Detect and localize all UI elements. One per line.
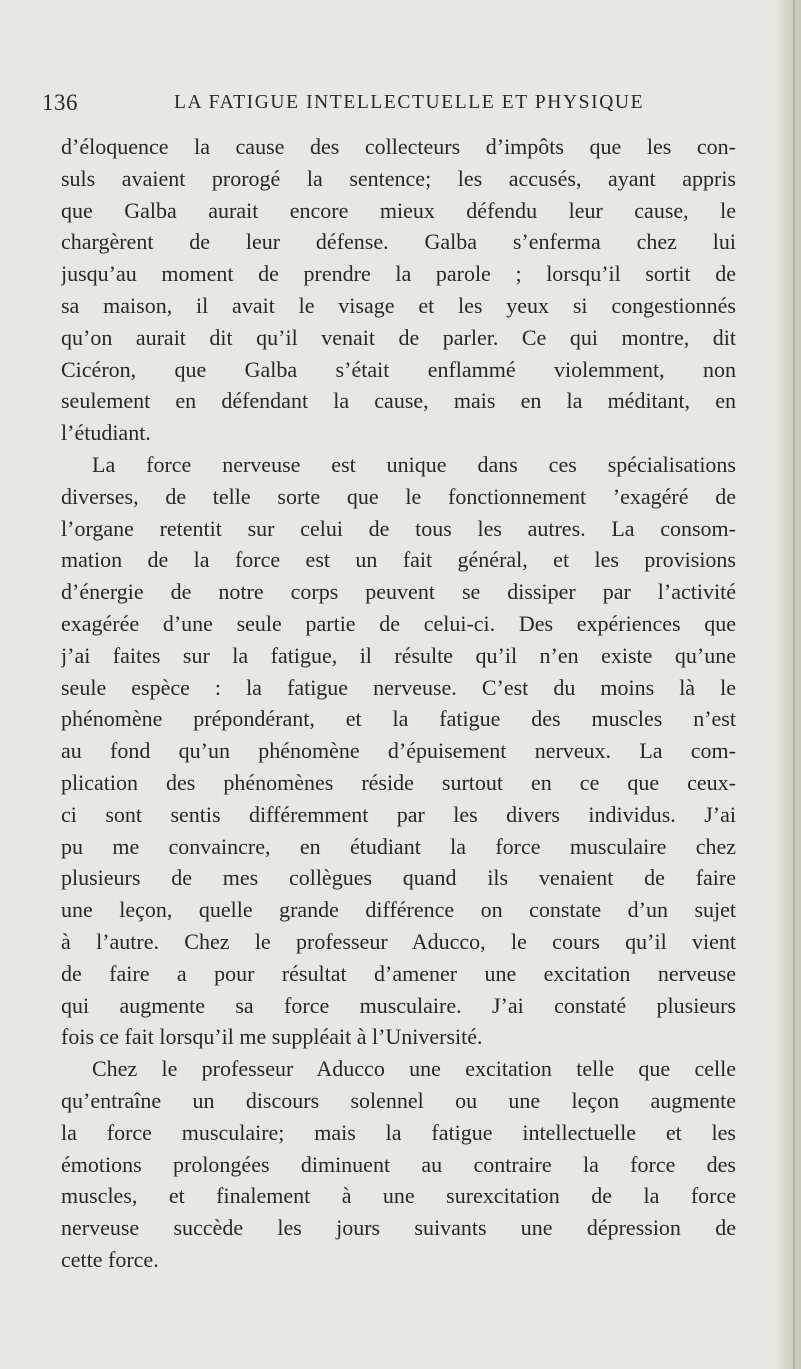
text-line: plusieurs de mes collègues quand ils venaient de faire — [61, 865, 736, 891]
page-number: 136 — [42, 90, 78, 115]
text-line: l’étudiant. — [61, 420, 151, 446]
text-line: l’organe retentit sur celui de tous les autres. La consom- — [61, 515, 736, 541]
text-line: qui augmente sa force musculaire. J’ai constaté plusieurs — [61, 992, 736, 1018]
page-edge-shadow — [775, 0, 801, 1369]
text-line: qu’entraîne un discours solennel ou une leçon augmente — [61, 1087, 736, 1113]
text-line: exagérée d’une seule partie de celui-ci. Des expériences que — [61, 610, 736, 636]
text-line: émotions prolongées diminuent au contraire la force des — [61, 1151, 736, 1177]
text-line: qu’on aurait dit qu’il venait de parler. Ce qui montre, dit — [61, 324, 736, 350]
text-line: seule espèce : la fatigue nerveuse. C’est du moins là le — [61, 674, 736, 700]
text-line: fois ce fait lorsqu’il me suppléait à l’Université. — [61, 1024, 483, 1050]
text-line: Chez le professeur Aducco une excitation telle que celle — [92, 1056, 736, 1082]
text-line: à l’autre. Chez le professeur Aducco, le cours qu’il vient — [61, 928, 736, 954]
text-line: plication des phénomènes réside surtout en ce que ceux- — [61, 769, 736, 795]
text-line: Cicéron, que Galba s’était enflammé violemment, non — [61, 356, 736, 382]
paragraph — [61, 449, 736, 1053]
text-line: nerveuse succède les jours suivants une dépression de — [61, 1215, 736, 1241]
text-line: d’énergie de notre corps peuvent se dissiper par l’activité — [61, 579, 736, 605]
text-line: mation de la force est un fait général, et les provisions — [61, 547, 736, 573]
text-line: la force musculaire; mais la fatigue intellectuelle et les — [61, 1119, 736, 1145]
text-line: phénomène prépondérant, et la fatigue des muscles n’est — [61, 706, 736, 732]
text-line: sa maison, il avait le visage et les yeux si congestionnés — [61, 292, 736, 318]
paragraph — [61, 131, 736, 449]
body-text — [61, 131, 736, 1276]
text-line: que Galba aurait encore mieux défendu leur cause, le — [61, 197, 736, 223]
text-line: suls avaient prorogé la sentence; les accusés, ayant appris — [61, 165, 736, 191]
text-line: d’éloquence la cause des collecteurs d’impôts que les con- — [61, 134, 736, 159]
text-line: cette force. — [61, 1246, 159, 1272]
running-title: LA FATIGUE INTELLECTUELLE ET PHYSIQUE — [174, 92, 645, 113]
text-line: ci sont sentis différemment par les divers individus. J’ai — [61, 801, 736, 827]
text-line: pu me convaincre, en étudiant la force musculaire chez — [61, 833, 736, 859]
text-line: muscles, et finalement à une surexcitation de la force — [61, 1183, 736, 1209]
text-line: seulement en défendant la cause, mais en la méditant, en — [61, 388, 736, 414]
text-line: au fond qu’un phénomène d’épuisement nerveux. La com- — [61, 738, 736, 764]
text-line: une leçon, quelle grande différence on constate d’un sujet — [61, 897, 736, 923]
text-line: jusqu’au moment de prendre la parole ; lorsqu’il sortit de — [61, 261, 736, 287]
text-line: chargèrent de leur défense. Galba s’enferma chez lui — [61, 229, 736, 255]
text-line: La force nerveuse est unique dans ces spécialisations — [92, 451, 736, 477]
text-line: j’ai faites sur la fatigue, il résulte qu’il n’en existe qu’une — [61, 642, 736, 668]
text-line: diverses, de telle sorte que le fonctionnement ’exagéré de — [61, 483, 736, 509]
text-line: de faire a pour résultat d’amener une excitation nerveuse — [61, 960, 736, 986]
paragraph — [61, 1053, 736, 1276]
page-header — [42, 90, 732, 120]
page-edge-line — [793, 0, 795, 1369]
